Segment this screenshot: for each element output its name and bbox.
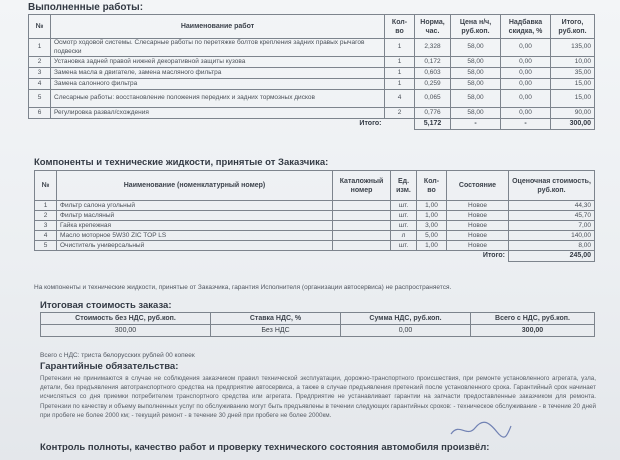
cell-name: Фильтр салона угольный — [57, 201, 333, 211]
cell-qty: 3,00 — [417, 221, 447, 231]
cell-qty: 2 — [385, 108, 415, 119]
components-header-no: № — [35, 171, 57, 201]
works-header-qty: Кол-во — [385, 15, 415, 39]
cell-catalog — [333, 241, 391, 251]
cell-qty: 4 — [385, 90, 415, 108]
components-total-label: Итого: — [482, 252, 505, 260]
spacer — [333, 251, 391, 262]
summary-header-row — [41, 313, 595, 325]
cell-norm: 0,603 — [415, 68, 451, 79]
table-row — [29, 57, 595, 68]
cell-discount: 0,00 — [501, 108, 551, 119]
cell-qty: 1 — [385, 39, 415, 57]
cell-no: 5 — [35, 241, 57, 251]
works-header-price: Цена н/ч, руб.коп. — [451, 15, 501, 39]
cell-no: 4 — [35, 231, 57, 241]
cell-qty: 5,00 — [417, 231, 447, 241]
components-header-cost: Оценочная стоимость, руб.коп. — [509, 171, 595, 201]
cell-total: 15,00 — [551, 79, 595, 90]
cell-state: Новое — [447, 241, 509, 251]
cell-state: Новое — [447, 211, 509, 221]
cell-qty: 1 — [385, 68, 415, 79]
components-title: Компоненты и технические жидкости, принятые от Заказчика: — [34, 157, 329, 168]
cell-no: 2 — [35, 211, 57, 221]
spacer — [29, 119, 51, 130]
components-header-qty: Кол-во — [417, 171, 447, 201]
spacer — [57, 251, 333, 262]
cell-catalog — [333, 211, 391, 221]
summary-table — [40, 312, 595, 337]
cell-price: 58,00 — [451, 108, 501, 119]
table-row — [29, 108, 595, 119]
cell-no: 2 — [29, 57, 51, 68]
cell-price: 58,00 — [451, 90, 501, 108]
cell-qty: 1,00 — [417, 211, 447, 221]
cell-no: 3 — [29, 68, 51, 79]
cell-name: Регулировка развал/схождения — [51, 108, 385, 119]
components-header-row — [35, 171, 595, 201]
cell-discount: 0,00 — [501, 90, 551, 108]
cell-price: 58,00 — [451, 39, 501, 57]
works-header-norm: Норма, час. — [415, 15, 451, 39]
spacer — [417, 251, 447, 262]
cell-no: 3 — [35, 221, 57, 231]
works-header-no: № — [29, 15, 51, 39]
works-header-name: Наименование работ — [51, 15, 385, 39]
works-total-dash: - — [501, 119, 551, 130]
cell-state: Новое — [447, 221, 509, 231]
cell-name: Очиститель универсальный — [57, 241, 333, 251]
spacer — [391, 251, 417, 262]
table-row — [29, 90, 595, 108]
cell-unit: шт. — [391, 221, 417, 231]
cell-norm: 0,065 — [415, 90, 451, 108]
cell-name: Замена салонного фильтра — [51, 79, 385, 90]
spacer — [385, 119, 415, 130]
cell-total: 35,00 — [551, 68, 595, 79]
cell-catalog — [333, 221, 391, 231]
works-table — [28, 14, 595, 130]
components-header-name: Наименование (номенклатурный номер) — [57, 171, 333, 201]
summary-vat-sum-value: 0,00 — [341, 325, 471, 337]
summary-words: Всего с НДС: триста белорусских рублей 00 копеек — [40, 352, 195, 359]
table-row — [35, 211, 595, 221]
works-total-norm: 5,172 — [415, 119, 451, 130]
cell-name: Замена масла в двигателе, замена масляного фильтра — [51, 68, 385, 79]
table-row — [35, 221, 595, 231]
components-total-sum: 245,00 — [509, 251, 595, 262]
signature-mark — [445, 418, 515, 440]
warranty-title: Гарантийные обязательства: — [40, 361, 179, 372]
cell-name: Установка задней правой нижней декоративной защиты кузова — [51, 57, 385, 68]
works-total-dash: - — [451, 119, 501, 130]
cell-qty: 1,00 — [417, 241, 447, 251]
cell-norm: 0,259 — [415, 79, 451, 90]
cell-unit: шт. — [391, 211, 417, 221]
cell-discount: 0,00 — [501, 68, 551, 79]
works-header-row — [29, 15, 595, 39]
cell-discount: 0,00 — [501, 79, 551, 90]
components-header-catalog: Каталожный номер — [333, 171, 391, 201]
works-header-discount: Надбавка скидка, % — [501, 15, 551, 39]
components-note: На компоненты и технические жидкости, принятые от Заказчика, гарантия Исполнителя (организации автосервиса) не распространяется. — [34, 284, 452, 291]
cell-name: Масло моторное 5W30 ZIC TOP LS — [57, 231, 333, 241]
components-header-unit: Ед. изм. — [391, 171, 417, 201]
table-row — [35, 241, 595, 251]
cell-unit: шт. — [391, 201, 417, 211]
cell-total: 135,00 — [551, 39, 595, 57]
cell-catalog — [333, 201, 391, 211]
works-total-label: Итого: — [359, 120, 382, 127]
control-title: Контроль полноты, качество работ и проверку технического состояния автомобиля произвёл: — [40, 442, 490, 453]
cell-cost: 44,30 — [509, 201, 595, 211]
summary-header-net: Стоимость без НДС, руб.коп. — [41, 313, 211, 325]
cell-qty: 1,00 — [417, 201, 447, 211]
works-title: Выполненные работы: — [28, 2, 144, 13]
cell-cost: 8,00 — [509, 241, 595, 251]
cell-unit: л — [391, 231, 417, 241]
summary-header-gross: Всего с НДС, руб.коп. — [471, 313, 595, 325]
works-total-row — [29, 119, 595, 130]
components-header-state: Состояние — [447, 171, 509, 201]
cell-norm: 0,776 — [415, 108, 451, 119]
summary-title: Итоговая стоимость заказа: — [40, 300, 172, 311]
warranty-text: Претензии не принимаются в случае не соблюдения заказчиком правил технической эксплуатации, дорожно-транспортного происшествия, при ремонте установленного агрегата, узла, детали, без предъявления автотранспортного средства на предприятие автосервиса, а также в случае предъявления претензий после установленного срока. Гарантийный срок начинает исчисляться со дня приемки потребителем транспортного средства или агрегата. Предприятие не устанавливает гарантии на запчасти предоставленные заказчиком для ремонта. Претензии по качеству и объему выполненных услуг по обслуживанию могут быть предъявлены в течении следующих гарантийных сроков: - техническое обслуживание - в течение 20 дней при пробеге не более 2000 км; - текущий ремонт - в течение 30 дней при пробеге не более 2000км. — [40, 375, 596, 419]
cell-name: Гайка крепежная — [57, 221, 333, 231]
cell-total: 15,00 — [551, 90, 595, 108]
works-total-sum: 300,00 — [551, 119, 595, 130]
summary-gross-value: 300,00 — [471, 325, 595, 337]
cell-cost: 7,00 — [509, 221, 595, 231]
cell-catalog — [333, 231, 391, 241]
cell-name: Осмотр ходовой системы. Слесарные работы по перетяжке болтов крепления задних правых рычагов подвески — [51, 39, 385, 57]
summary-net-value: 300,00 — [41, 325, 211, 337]
cell-state: Новое — [447, 231, 509, 241]
works-header-total: Итого, руб.коп. — [551, 15, 595, 39]
cell-total: 90,00 — [551, 108, 595, 119]
summary-values-row — [41, 325, 595, 337]
cell-discount: 0,00 — [501, 57, 551, 68]
table-row — [29, 68, 595, 79]
cell-norm: 0,172 — [415, 57, 451, 68]
cell-discount: 0,00 — [501, 39, 551, 57]
cell-price: 58,00 — [451, 79, 501, 90]
cell-total: 10,00 — [551, 57, 595, 68]
cell-no: 1 — [29, 39, 51, 57]
cell-qty: 1 — [385, 57, 415, 68]
cell-name: Слесарные работы: восстановление положения передних и задних тормозных дисков — [51, 90, 385, 108]
cell-cost: 140,00 — [509, 231, 595, 241]
components-table — [34, 170, 595, 262]
components-total-row — [35, 251, 595, 262]
spacer — [35, 251, 57, 262]
cell-no: 5 — [29, 90, 51, 108]
cell-qty: 1 — [385, 79, 415, 90]
cell-no: 6 — [29, 108, 51, 119]
cell-unit: шт. — [391, 241, 417, 251]
cell-no: 1 — [35, 201, 57, 211]
table-row — [35, 201, 595, 211]
summary-vat-rate-value: Без НДС — [211, 325, 341, 337]
summary-header-vat-sum: Сумма НДС, руб.коп. — [341, 313, 471, 325]
table-row — [29, 79, 595, 90]
cell-price: 58,00 — [451, 68, 501, 79]
table-row — [35, 231, 595, 241]
table-row — [29, 39, 595, 57]
cell-norm: 2,328 — [415, 39, 451, 57]
cell-no: 4 — [29, 79, 51, 90]
summary-header-vat-rate: Ставка НДС, % — [211, 313, 341, 325]
cell-cost: 45,70 — [509, 211, 595, 221]
cell-name: Фильтр масляный — [57, 211, 333, 221]
cell-state: Новое — [447, 201, 509, 211]
cell-price: 58,00 — [451, 57, 501, 68]
